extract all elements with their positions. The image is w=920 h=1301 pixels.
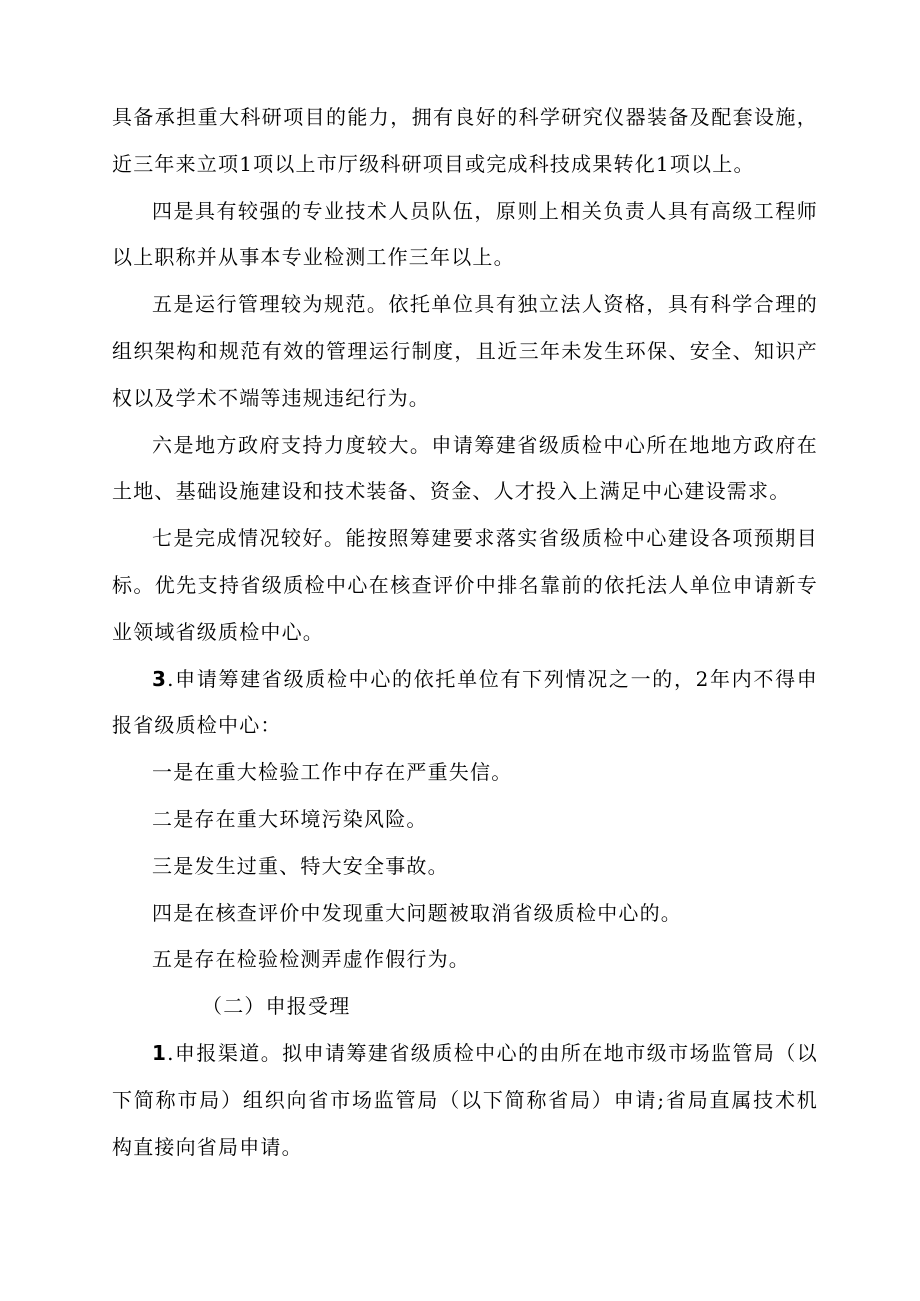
section-heading-application: （二）申报受理 (202, 994, 351, 1019)
paragraph-exclusion-five: 五是存在检验检测弄虚作假行为。 (152, 947, 470, 972)
paragraph-exclusion-two: 二是存在重大环境污染风险。 (152, 806, 428, 831)
paragraph-exclusion-one: 一是在重大检验工作中存在严重失信。 (152, 760, 513, 785)
paragraph-criterion-four: 四是具有较强的专业技术人员队伍，原则上相关负责人具有高级工程师以上职称并从事本专业检测工作三年以上。 (112, 198, 818, 270)
paragraph-item-three (112, 656, 818, 750)
paragraph-exclusion-four: 四是在核查评价中发现重大问题被取消省级质检中心的。 (152, 900, 682, 925)
item-number: 1 (152, 1040, 168, 1065)
paragraph-item-one-channel (112, 1030, 818, 1170)
item-number: 3 (152, 666, 168, 691)
paragraph-research-capability: 具备承担重大科研项目的能力，拥有良好的科学研究仪器装备及配套设施，近三年来立项1项以上市厅级科研项目或完成科技成果转化1项以上。 (112, 105, 818, 176)
item-text: .申报渠道。拟申请筹建省级质检中心的由所在地市级市场监管局（以下简称市局）组织向省市场监管局（以下简称省局）申请;省局直属技术机构直接向省局申请。 (112, 1040, 818, 1159)
item-text: .申请筹建省级质检中心的依托单位有下列情况之一的，2年内不得申报省级质检中心： (112, 666, 818, 738)
paragraph-exclusion-three: 三是发生过重、特大安全事故。 (152, 853, 449, 878)
paragraph-criterion-seven: 七是完成情况较好。能按照筹建要求落实省级质检中心建设各项预期目标。优先支持省级质检中心在核查评价中排名靠前的依托法人单位申请新专业领域省级质检中心。 (112, 526, 818, 644)
paragraph-criterion-six: 六是地方政府支持力度较大。申请筹建省级质检中心所在地地方政府在土地、基础设施建设和技术装备、资金、人才投入上满足中心建设需求。 (112, 432, 818, 504)
paragraph-criterion-five: 五是运行管理较为规范。依托单位具有独立法人资格，具有科学合理的组织架构和规范有效的管理运行制度，且近三年未发生环保、安全、知识产权以及学术不端等违规违纪行为。 (112, 292, 818, 410)
document-body (112, 94, 818, 1170)
